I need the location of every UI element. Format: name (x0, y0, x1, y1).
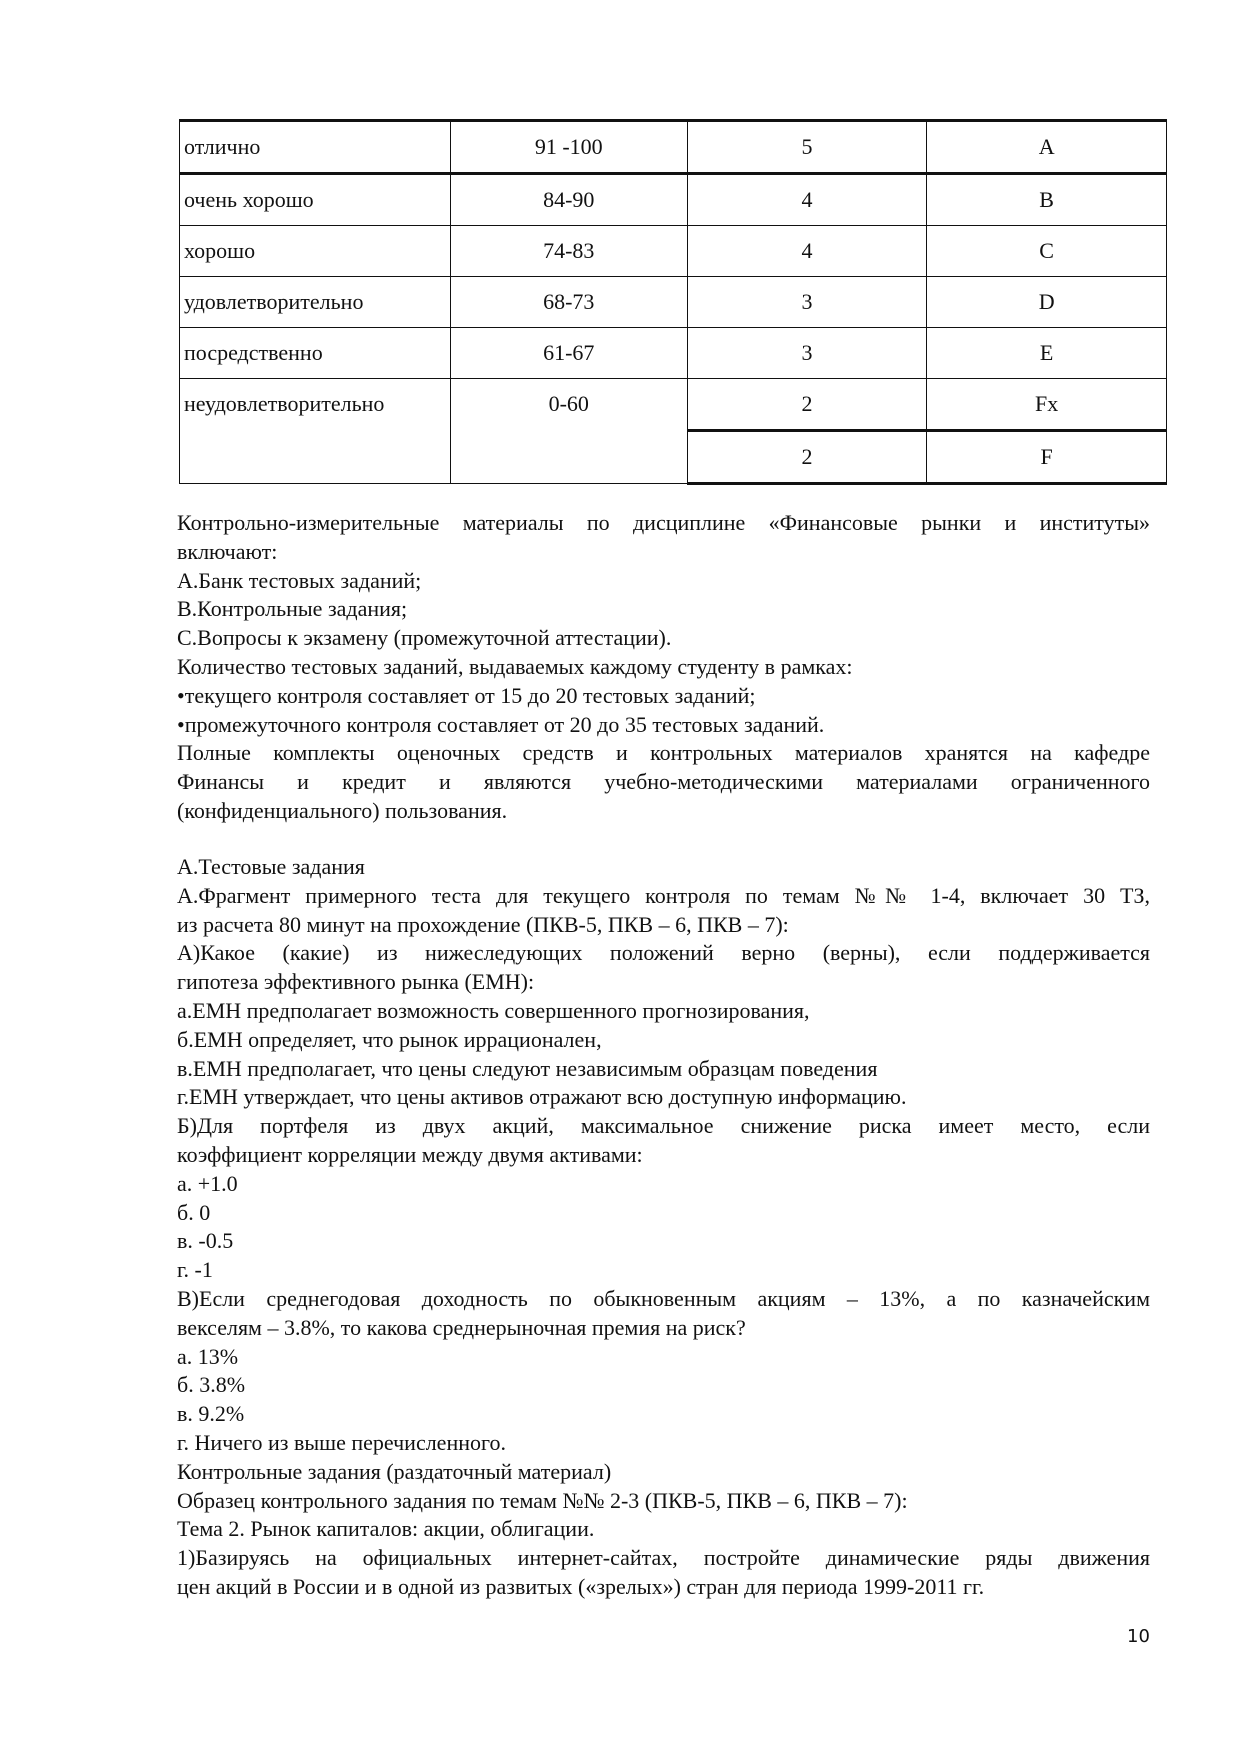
text-line: из расчета 80 минут на прохождение (ПКВ-5, ПКВ – 6, ПКВ – 7): (177, 911, 789, 937)
cell-range: 68-73 (450, 277, 687, 328)
table-row (180, 174, 1167, 226)
text-line: коэффициент корреляции между двумя активами: (177, 1141, 643, 1167)
text-line: •текущего контроля составляет от 15 до 20 тестовых заданий; (177, 682, 756, 708)
cell-range: 84-90 (450, 174, 687, 226)
text-line: (конфиденциального) пользования. (177, 797, 508, 823)
text-line: в. 9.2% (177, 1401, 245, 1427)
table-row (180, 226, 1167, 277)
table-row (180, 277, 1167, 328)
cell-range: 61-67 (450, 328, 687, 379)
text-line: векселям – 3.8%, то какова среднерыночная премия на риск? (177, 1314, 746, 1340)
text-line: 1)Базируясь на официальных интернет-сайтах, постройте динамические ряды движения (177, 1545, 1150, 1571)
table-row (180, 121, 1167, 174)
text-line: б. 0 (177, 1199, 211, 1225)
cell-mark: 4 (687, 174, 927, 226)
cell-mark: 2 (687, 431, 927, 484)
text-line: в. -0.5 (177, 1228, 234, 1254)
cell-letter: E (927, 328, 1167, 379)
text-line: В)Если среднегодовая доходность по обыкновенным акциям – 13%, а по казначейским (177, 1285, 1150, 1311)
table-row (180, 379, 1167, 431)
grade-scale-table (179, 119, 1167, 485)
text-line: Контрольно-измерительные материалы по дисциплине «Финансовые рынки и институты» (177, 510, 1150, 535)
cell-mark: 3 (687, 277, 927, 328)
text-line: Б)Для портфеля из двух акций, максимальное снижение риска имеет место, если (177, 1113, 1150, 1139)
table-row (180, 328, 1167, 379)
text-line: а. +1.0 (177, 1170, 238, 1196)
text-line: б. 3.8% (177, 1372, 246, 1398)
assessment-materials-paragraph (177, 509, 1150, 826)
text-line: Полные комплекты оценочных средств и контрольных материалов хранятся на кафедре (177, 740, 1150, 766)
cell-letter: A (927, 121, 1167, 174)
text-line: С.Вопросы к экзамену (промежуточной аттестации). (177, 625, 672, 651)
text-line: Контрольные задания (раздаточный материал) (177, 1458, 612, 1484)
text-line: цен акций в России и в одной из развитых («зрелых») стран для периода 1999-2011 гг. (177, 1573, 985, 1599)
cell-label: хорошо (180, 226, 451, 277)
cell-letter: C (927, 226, 1167, 277)
text-line: Тема 2. Рынок капиталов: акции, облигации. (177, 1516, 595, 1542)
text-line: Образец контрольного задания по темам №№ 2-3 (ПКВ-5, ПКВ – 6, ПКВ – 7): (177, 1487, 908, 1513)
text-line: г.ЕМН утверждает, что цены активов отражают всю доступную информацию. (177, 1084, 907, 1110)
cell-letter: F (927, 431, 1167, 484)
cell-range: 91 -100 (450, 121, 687, 174)
text-line: Финансы и кредит и являются учебно-методическими материалами ограниченного (177, 769, 1150, 795)
cell-label: удовлетворительно (180, 277, 451, 328)
text-line: Количество тестовых заданий, выдаваемых каждому студенту в рамках: (177, 653, 853, 679)
cell-label: посредственно (180, 328, 451, 379)
text-line: А.Фрагмент примерного теста для текущего контроля по темам №№ 1-4, включает 30 ТЗ, (177, 882, 1150, 908)
text-line: г. Ничего из выше перечисленного. (177, 1429, 506, 1455)
text-line: а. 13% (177, 1343, 239, 1369)
cell-letter: Fx (927, 379, 1167, 431)
cell-mark: 5 (687, 121, 927, 174)
text-line: б.ЕМН определяет, что рынок иррационален, (177, 1026, 602, 1052)
cell-letter: D (927, 277, 1167, 328)
text-line: А.Банк тестовых заданий; (177, 567, 422, 593)
text-line: в.ЕМН предполагает, что цены следуют независимым образцам поведения (177, 1055, 878, 1081)
cell-range: 0-60 (450, 379, 687, 484)
cell-mark: 3 (687, 328, 927, 379)
text-line: А)Какое (какие) из нижеследующих положений верно (верны), если поддерживается (177, 940, 1150, 966)
cell-label: неудовлетворительно (180, 379, 451, 484)
cell-label: отлично (180, 121, 451, 174)
cell-letter: B (927, 174, 1167, 226)
text-line: включают: (177, 538, 278, 564)
cell-label: очень хорошо (180, 174, 451, 226)
cell-mark: 2 (687, 379, 927, 431)
cell-range: 74-83 (450, 226, 687, 277)
text-line: г. -1 (177, 1257, 213, 1283)
page-number: 10 (1127, 1626, 1150, 1647)
cell-mark: 4 (687, 226, 927, 277)
text-line: В.Контрольные задания; (177, 596, 408, 622)
text-line: •промежуточного контроля составляет от 20 до 35 тестовых заданий. (177, 711, 825, 737)
text-line: гипотеза эффективного рынка (ЕМН): (177, 969, 535, 995)
text-line: а.ЕМН предполагает возможность совершенного прогнозирования, (177, 997, 810, 1023)
test-tasks-section (177, 853, 1150, 1602)
text-line: А.Тестовые задания (177, 854, 365, 879)
